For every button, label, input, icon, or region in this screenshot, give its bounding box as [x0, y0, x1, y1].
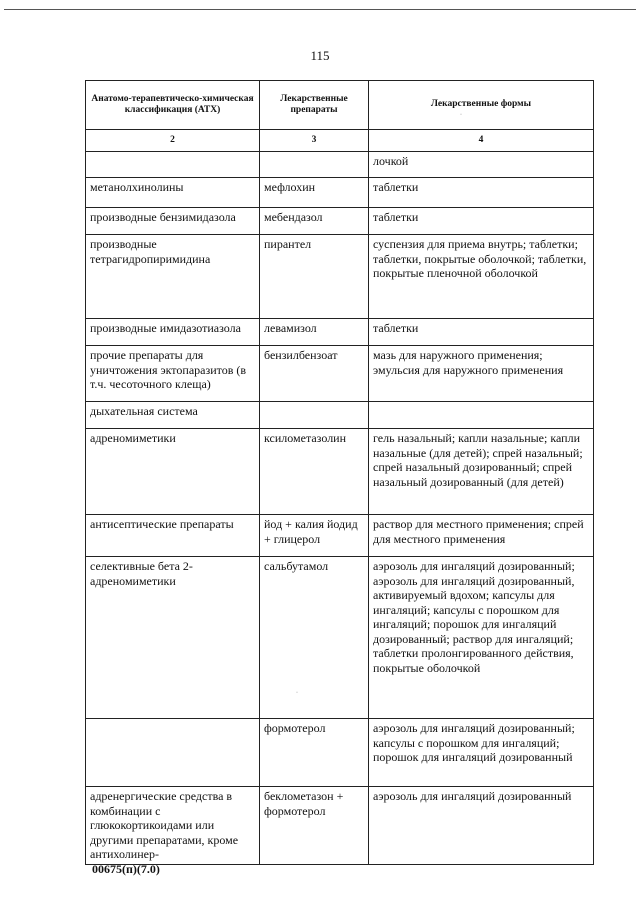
column-number: 2	[86, 130, 260, 152]
drug-cell: беклометазон + формотерол	[260, 787, 369, 865]
atx-cell	[86, 152, 260, 178]
drug-cell	[260, 152, 369, 178]
drug-cell: ксилометазолин	[260, 429, 369, 515]
table-row	[86, 178, 594, 208]
drug-cell: бензилбензоат	[260, 346, 369, 402]
page-number: 115	[310, 48, 330, 63]
header-atx: Анатомо-терапевтическо-химическая классификация (АТХ)	[86, 81, 260, 130]
table-row	[86, 346, 594, 402]
scan-dot: ·	[296, 690, 298, 696]
forms-cell: таблетки	[369, 319, 594, 346]
table-row	[86, 429, 594, 515]
top-rule	[4, 9, 636, 10]
atx-cell: селективные бета 2-адреномиметики	[86, 557, 260, 719]
atx-cell: метанолхинолины	[86, 178, 260, 208]
atx-cell: производные бензимидазола	[86, 208, 260, 235]
drug-cell: мебендазол	[260, 208, 369, 235]
atx-cell	[86, 719, 260, 787]
forms-cell: гель назальный; капли назальные; капли назальные (для детей); спрей назальный; спрей назальный дозированный; спрей назальный дозированный (для детей)	[369, 429, 594, 515]
forms-cell: таблетки	[369, 178, 594, 208]
column-number: 4	[369, 130, 594, 152]
forms-cell: аэрозоль для ингаляций дозированный; аэрозоль для ингаляций дозированный, активируемый вдохом; капсулы для ингаляций; капсулы с порошком для ингаляций; порошок для ингаляций дозированный; раствор для ингаляций; таблетки пролонгированного действия, покрытые оболочкой	[369, 557, 594, 719]
table-row	[86, 319, 594, 346]
table-row	[86, 235, 594, 319]
drug-cell: мефлохин	[260, 178, 369, 208]
header-forms: Лекарственные формы	[369, 81, 594, 130]
column-number: 3	[260, 130, 369, 152]
forms-cell: суспензия для приема внутрь; таблетки; таблетки, покрытые оболочкой; таблетки, покрытые пленочной оболочкой	[369, 235, 594, 319]
table-row	[86, 557, 594, 719]
forms-cell: лочкой	[369, 152, 594, 178]
footer-code: 00675(п)(7.0)	[92, 862, 160, 876]
drug-cell: левамизол	[260, 319, 369, 346]
forms-cell: раствор для местного применения; спрей для местного применения	[369, 515, 594, 557]
atx-cell: дыхательная система	[86, 402, 260, 429]
drug-cell: формотерол	[260, 719, 369, 787]
header-drugs: Лекарственные препараты	[260, 81, 369, 130]
drug-cell: йод + калия йодид + глицерол	[260, 515, 369, 557]
header-row	[86, 81, 594, 130]
atx-cell: адреномиметики	[86, 429, 260, 515]
atx-cell: антисептические препараты	[86, 515, 260, 557]
table-row	[86, 787, 594, 865]
atx-cell: производные имидазотиазола	[86, 319, 260, 346]
drug-cell: пирантел	[260, 235, 369, 319]
forms-cell: мазь для наружного применения; эмульсия для наружного применения	[369, 346, 594, 402]
table-row	[86, 152, 594, 178]
atx-cell: производные тетрагидропиримидина	[86, 235, 260, 319]
table-row	[86, 515, 594, 557]
forms-cell: аэрозоль для ингаляций дозированный	[369, 787, 594, 865]
atx-cell: адренергические средства в комбинации с глюкокортикоидами или другими препаратами, кроме антихолинер-	[86, 787, 260, 865]
forms-cell: таблетки	[369, 208, 594, 235]
atx-cell: прочие препараты для уничтожения эктопаразитов (в т.ч. чесоточного клеща)	[86, 346, 260, 402]
scan-dot: ·	[460, 112, 462, 118]
column-number-row	[86, 130, 594, 152]
forms-cell: аэрозоль для ингаляций дозированный; капсулы с порошком для ингаляций; порошок для ингаляций дозированный	[369, 719, 594, 787]
drug-cell: сальбутамол	[260, 557, 369, 719]
table-row	[86, 719, 594, 787]
forms-cell	[369, 402, 594, 429]
table-row	[86, 402, 594, 429]
table-row	[86, 208, 594, 235]
drug-cell	[260, 402, 369, 429]
drug-table	[85, 80, 594, 865]
